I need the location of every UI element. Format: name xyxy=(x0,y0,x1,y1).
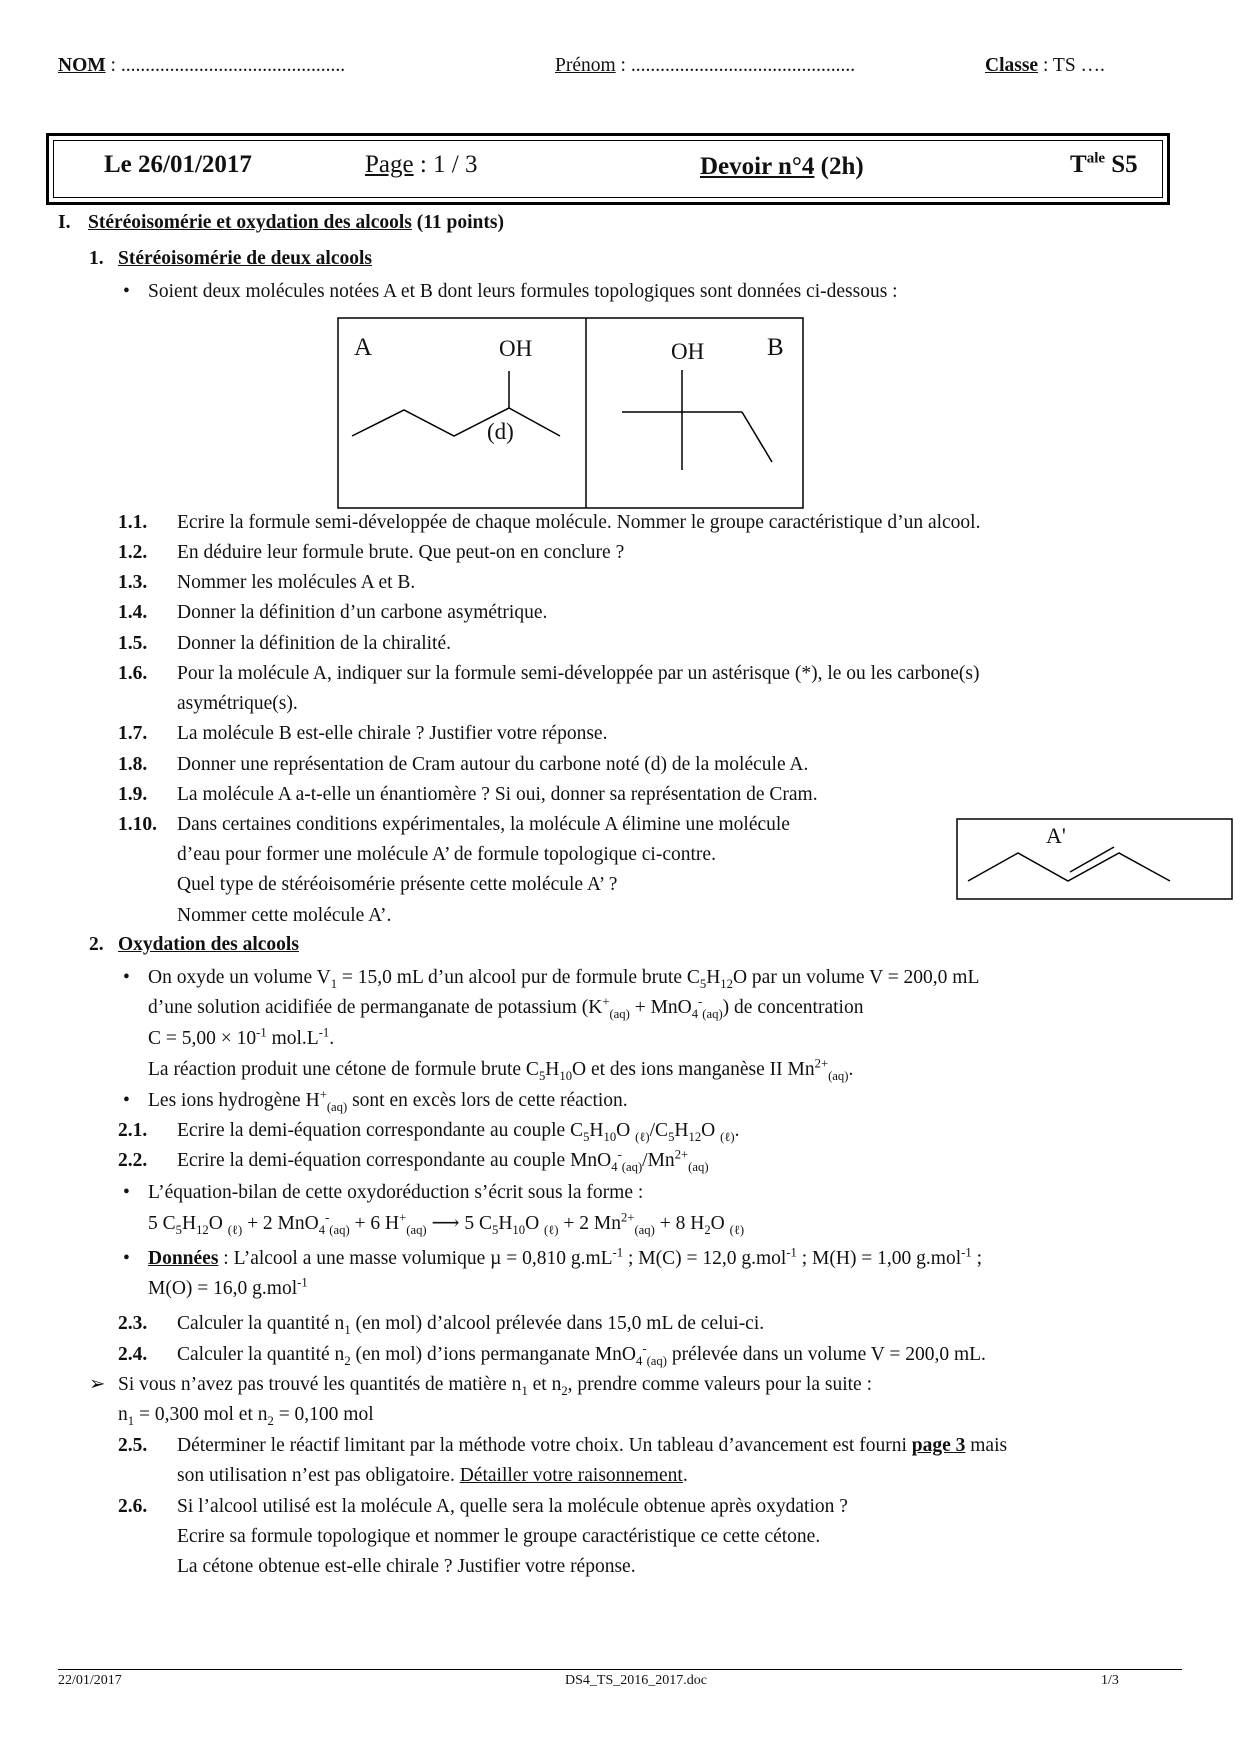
molecule-a-oh: OH xyxy=(499,336,533,361)
footer-rule xyxy=(58,1669,1182,1670)
section-1-title: Stéréoisomérie et oxydation des alcools xyxy=(88,212,412,233)
footer-filename: DS4_TS_2016_2017.doc xyxy=(565,1673,707,1688)
footer-date: 22/01/2017 xyxy=(58,1673,122,1688)
classe-value: : TS …. xyxy=(1038,55,1105,76)
classe-label: Classe xyxy=(985,55,1039,76)
molecule-a-skeleton xyxy=(352,371,560,436)
nom-label: NOM xyxy=(58,55,106,76)
molecule-b-skeleton xyxy=(622,370,772,470)
devoir-title: Devoir n°4 (2h) xyxy=(700,153,864,180)
molecule-b-oh: OH xyxy=(671,339,705,364)
page-indicator: Page : 1 / 3 xyxy=(365,151,478,178)
molecule-a-d: (d) xyxy=(487,419,514,444)
molecule-a-label: A xyxy=(354,334,373,361)
exam-date: Le 26/01/2017 xyxy=(104,151,252,178)
molecule-box xyxy=(338,318,803,508)
molecule-aprime-label: A' xyxy=(1046,823,1066,848)
molecule-b-label: B xyxy=(767,334,784,361)
footer-page: 1/3 xyxy=(1101,1673,1119,1688)
prenom-label: Prénom xyxy=(555,55,616,76)
nom-dots: : .............................................. xyxy=(105,55,346,76)
class-level: $T^{ale}$ S5 xyxy=(1070,150,1138,178)
prenom-dots: : .............................................. xyxy=(615,55,856,76)
